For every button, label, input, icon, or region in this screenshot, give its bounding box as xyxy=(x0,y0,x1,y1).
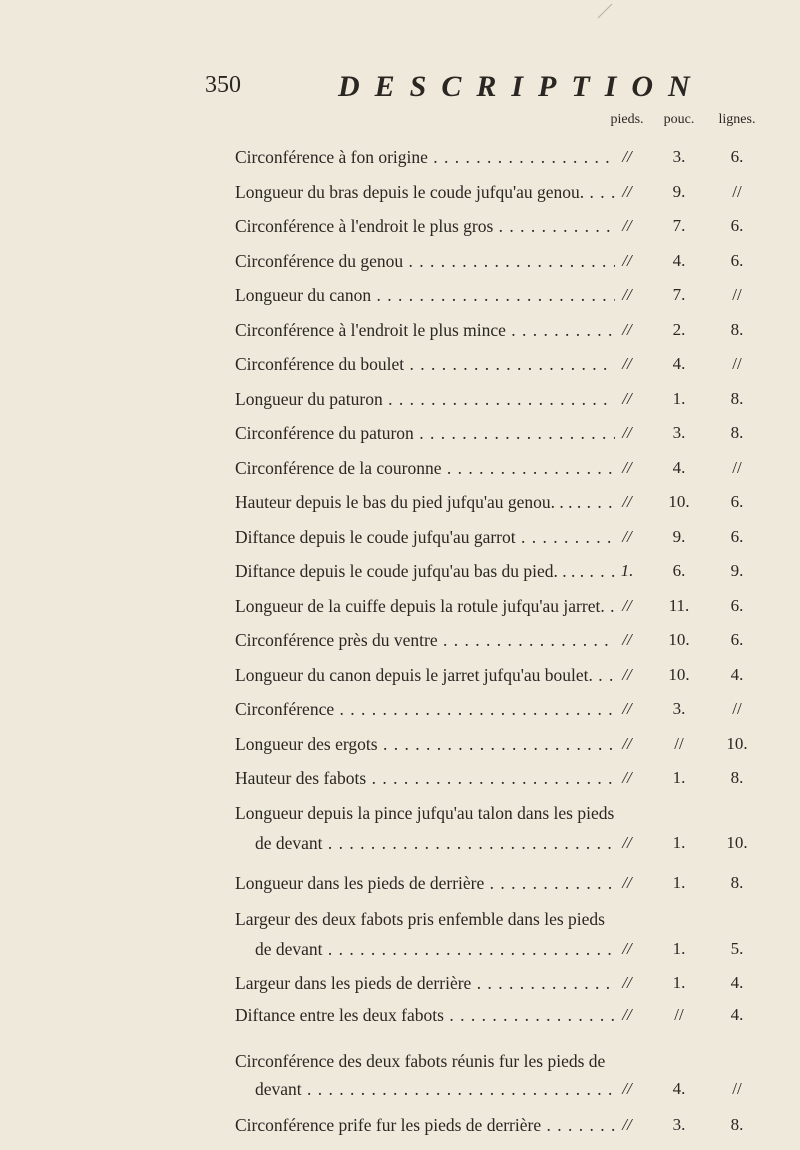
row-label: Circonférence du boulet . . . xyxy=(235,347,615,382)
table-row xyxy=(0,278,800,313)
value-pieds: // xyxy=(622,733,632,753)
table-row xyxy=(0,451,800,486)
value-lignes: 4. xyxy=(730,664,744,684)
row-label: Circonférence du genou . . . xyxy=(235,244,615,279)
table-row xyxy=(0,623,800,658)
value-lignes: 9. xyxy=(730,561,744,580)
row-label: Longueur des ergots . . . xyxy=(235,727,615,762)
row-label: Diftance depuis le coude jufqu'au bas du pied. . . . . . . xyxy=(235,554,615,589)
value-lignes: 8. xyxy=(730,388,744,408)
row-label: Circonférence près du ventre . . . xyxy=(235,623,615,658)
value-pieds: // xyxy=(622,250,632,270)
table-row xyxy=(0,898,800,962)
table-row xyxy=(0,692,800,727)
row-label-line1: Circonférence des deux fabots réunis fur les pieds de xyxy=(235,1050,606,1071)
value-pieds: // xyxy=(622,1078,632,1098)
row-label: Longueur de la cuiffe depuis la rotule jufqu'au jarret. . . . xyxy=(235,589,615,624)
value-pouces: 2. xyxy=(672,319,686,339)
value-pieds: // xyxy=(622,872,632,892)
row-label: Circonférence à l'endroit le plus gros . . . xyxy=(235,209,615,244)
value-pieds: // xyxy=(622,147,632,166)
page-number: 350 xyxy=(205,72,241,98)
value-lignes: // xyxy=(732,699,742,718)
row-label: Circonférence de la couronne . . . xyxy=(235,451,615,486)
column-header-pouces: pouc. xyxy=(663,112,695,127)
value-pouces: 3. xyxy=(672,699,686,718)
row-label: devant . . . xyxy=(255,1072,615,1107)
table-row xyxy=(0,382,800,417)
page-corner-mark xyxy=(596,0,616,20)
column-headers xyxy=(0,112,800,132)
value-lignes: 6. xyxy=(730,630,744,649)
table-row xyxy=(0,244,800,279)
value-lignes: 8. xyxy=(730,319,744,339)
value-pieds: // xyxy=(622,938,632,958)
row-label: Circonférence . . . xyxy=(235,692,615,727)
value-lignes: // xyxy=(732,354,742,373)
value-pouces: 3. xyxy=(672,147,686,166)
value-pieds: // xyxy=(622,388,632,408)
value-pouces: 9. xyxy=(672,526,686,546)
row-label: Longueur dans les pieds de derrière . . . xyxy=(235,866,615,901)
value-pieds: // xyxy=(622,832,632,852)
value-lignes: 6. xyxy=(730,526,744,546)
table-row xyxy=(0,347,800,382)
value-pouces: 11. xyxy=(668,595,690,615)
value-pieds: // xyxy=(622,664,632,684)
value-lignes: // xyxy=(732,181,742,201)
value-pieds: // xyxy=(622,699,632,718)
value-pieds: // xyxy=(622,216,632,235)
table-row xyxy=(0,140,800,175)
row-label: Longueur du canon depuis le jarret jufqu'au boulet. . . . xyxy=(235,658,615,693)
value-lignes: 4. xyxy=(730,972,744,992)
value-lignes: // xyxy=(732,457,742,477)
value-pouces: 1. xyxy=(672,938,686,958)
row-label-line1: Largeur des deux fabots pris enfemble dans les pieds xyxy=(235,908,605,929)
column-header-pieds: pieds. xyxy=(610,112,644,127)
value-pouces: 10. xyxy=(668,630,690,649)
table-row xyxy=(0,313,800,348)
value-pieds: // xyxy=(622,181,632,201)
value-lignes: // xyxy=(732,285,742,304)
row-label: Longueur du bras depuis le coude jufqu'au genou. . . . xyxy=(235,175,615,210)
table-row xyxy=(0,1100,800,1134)
measurement-table xyxy=(0,140,800,1134)
value-pouces: 7. xyxy=(672,285,686,304)
column-header-lignes: lignes. xyxy=(718,112,756,127)
table-row xyxy=(0,796,800,860)
table-row xyxy=(0,1036,800,1100)
table-row xyxy=(0,175,800,210)
value-pieds: // xyxy=(622,492,632,511)
row-label: Longueur du canon . . . xyxy=(235,278,615,313)
row-label: Largeur dans les pieds de derrière . . . xyxy=(235,966,615,1001)
value-lignes: 10. xyxy=(726,832,748,852)
row-label: Hauteur depuis le bas du pied jufqu'au genou. . . . . . . xyxy=(235,485,615,520)
value-pouces: 4. xyxy=(672,354,686,373)
value-pouces: 4. xyxy=(672,457,686,477)
value-pieds: // xyxy=(622,1114,632,1134)
row-label: Circonférence du paturon . . . xyxy=(235,416,615,451)
row-label: Circonférence à fon origine . . . xyxy=(235,140,615,175)
value-pouces: 1. xyxy=(672,972,686,992)
row-label: Circonférence à l'endroit le plus mince . . . xyxy=(235,313,615,348)
value-lignes: 8. xyxy=(730,872,744,892)
value-pieds: 1. xyxy=(620,561,634,580)
table-row xyxy=(0,209,800,244)
table-row xyxy=(0,962,800,996)
table-row xyxy=(0,996,800,1036)
value-pouces: 3. xyxy=(672,1114,686,1134)
value-pieds: // xyxy=(622,457,632,477)
value-pieds: // xyxy=(622,285,632,304)
value-lignes: 5. xyxy=(730,938,744,958)
row-label-line1: Longueur depuis la pince jufqu'au talon dans les pieds xyxy=(235,802,615,823)
value-pieds: // xyxy=(622,526,632,546)
value-lignes: 6. xyxy=(730,492,744,511)
value-pieds: // xyxy=(622,768,632,787)
value-pouces: 1. xyxy=(672,768,686,787)
row-label: Circonférence prife fur les pieds de derrière . . . xyxy=(235,1108,615,1143)
value-pieds: // xyxy=(622,972,632,992)
value-pieds: // xyxy=(622,423,632,442)
value-pouces: 7. xyxy=(672,216,686,235)
value-lignes: 8. xyxy=(730,1114,744,1134)
value-pieds: // xyxy=(622,354,632,373)
value-pouces: 1. xyxy=(672,388,686,408)
value-pouces: 10. xyxy=(668,664,690,684)
value-pouces: // xyxy=(674,733,684,753)
value-pouces: 1. xyxy=(672,872,686,892)
row-label: de devant . . . xyxy=(255,932,615,967)
table-row xyxy=(0,761,800,796)
value-lignes: 6. xyxy=(730,250,744,270)
value-pouces: 6. xyxy=(672,561,686,580)
value-lignes: // xyxy=(732,1078,742,1098)
value-pieds: // xyxy=(622,630,632,649)
value-pouces: 9. xyxy=(672,181,686,201)
row-label: Diftance depuis le coude jufqu'au garrot . . . xyxy=(235,520,615,555)
value-pouces: // xyxy=(674,1004,684,1024)
value-lignes: 8. xyxy=(730,768,744,787)
row-label: Diftance entre les deux fabots . . . xyxy=(235,998,615,1033)
value-lignes: 8. xyxy=(730,423,744,442)
value-lignes: 4. xyxy=(730,1004,744,1024)
row-label: Hauteur des fabots . . . xyxy=(235,761,615,796)
value-pieds: // xyxy=(622,1004,632,1024)
table-row xyxy=(0,727,800,762)
table-row xyxy=(0,554,800,589)
table-row xyxy=(0,589,800,624)
value-pouces: 1. xyxy=(672,832,686,852)
running-title: DESCRIPTION xyxy=(338,70,705,103)
value-pieds: // xyxy=(622,595,632,615)
value-pieds: // xyxy=(622,319,632,339)
table-row xyxy=(0,416,800,451)
table-row xyxy=(0,485,800,520)
row-label: de devant . . . xyxy=(255,826,615,861)
value-pouces: 3. xyxy=(672,423,686,442)
value-lignes: 6. xyxy=(730,595,744,615)
value-lignes: 10. xyxy=(726,733,748,753)
value-pouces: 4. xyxy=(672,250,686,270)
table-row xyxy=(0,860,800,898)
value-pouces: 10. xyxy=(668,492,690,511)
table-row xyxy=(0,658,800,693)
value-lignes: 6. xyxy=(730,216,744,235)
row-label: Longueur du paturon . . . xyxy=(235,382,615,417)
table-row xyxy=(0,520,800,555)
value-pouces: 4. xyxy=(672,1078,686,1098)
value-lignes: 6. xyxy=(730,147,744,166)
